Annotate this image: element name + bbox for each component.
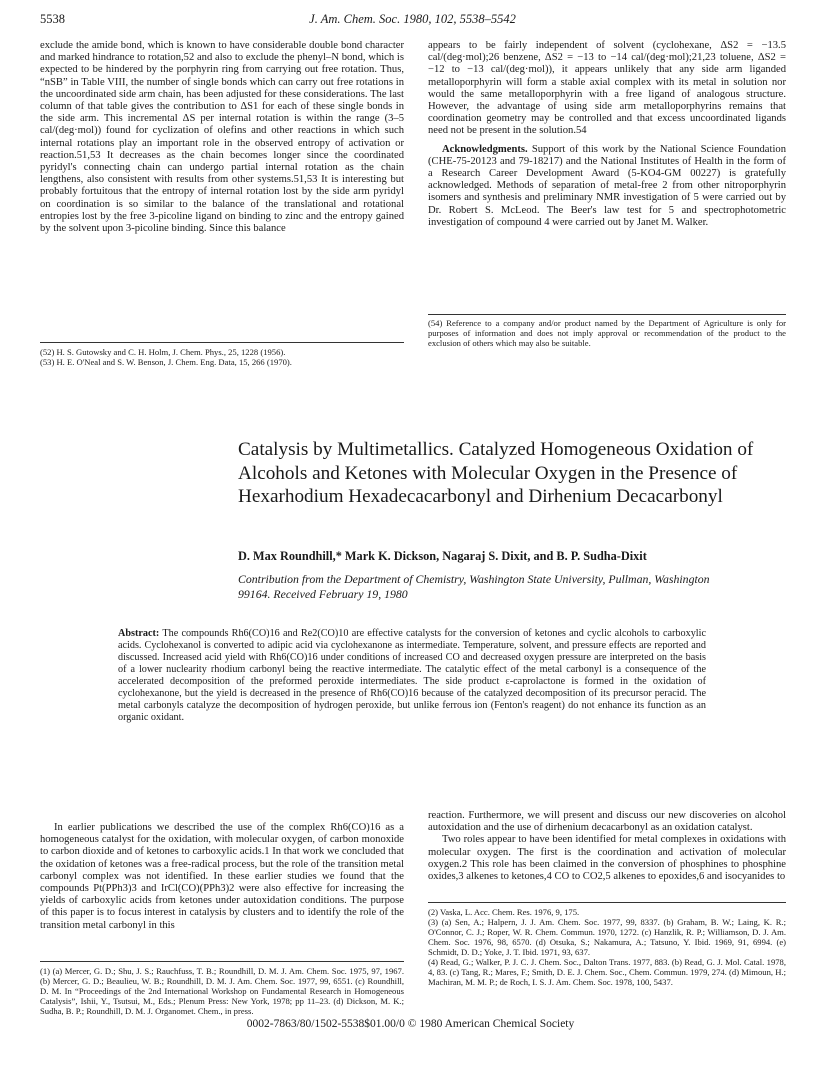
article-affiliation: Contribution from the Department of Chemistry, Washington State University, Pullman, Washington 99164. Received February 19, 1980 [238, 572, 710, 601]
body-paragraph: Two roles appear to have been identified for metal complexes in oxidations with molecular oxygen. The first is the coordination and activation of molecular oxygen.2 This role has been claimed in the conversion of phosphines to phosphine oxides,3 alkenes to ketones,4 CO to CO2,5 alkenes to epoxides,6 and isocyanides to [428, 834, 786, 883]
article-footnotes-left [40, 966, 404, 1016]
article-footnotes-right [428, 907, 786, 987]
footnote: (53) H. E. O'Neal and S. W. Benson, J. Chem. Eng. Data, 15, 266 (1970). [40, 357, 292, 367]
previous-article-footnotes-left [40, 347, 404, 367]
footnote-rule [40, 961, 404, 962]
acknowledgments-label: Acknowledgments. [442, 143, 528, 155]
page-header [40, 12, 785, 32]
previous-article-paragraph: exclude the amide bond, which is known to have considerable double bond character and marked hindrance to rotation,52 and also to exclude the phenyl–N bond, which is expected to be hindered by the porphyrin ring from carrying out free rotation. Thus, “nSB” in Table VIII, the number of single bonds which can carry out free rotations in the uncoordinated side arm chain, has been adjusted for these considerations. The last column of that table gives the contribution to ΔS1 for each of these single bonds in the side arm. This incremental ΔS per internal rotation is within the range (3–5 cal/(deg·mol)) found for cyclization of olefins and other reactions in which such internal rotations play an important role in the observed entropy of activation or reaction.51,53 It decreases as the chain becomes longer since the coordinated pyridyl's connecting chain can undergo partial internal rotation as the chain lengthens, also consistent with results from other systems.51,53 It is interesting but probably fortuitous that the entropy of internal rotation lost by the side arm pyridyl on coordination is so similar to the balance of the translational and rotational entropies lost by the free 3-picoline ligand on binding to zinc and the entropy gained by the solvent upon 3-picoline binding. Since this balance [40, 40, 404, 235]
footnote: (3) (a) Sen, A.; Halpern, J. J. Am. Chem. Soc. 1977, 99, 8337. (b) Graham, B. W.; Laing, K. R.; O'Connor, C. J.; Roper, W. R. Chem. Commun. 1970, 1272. (c) Hanzlik, R. P.; Williamson, D. J. Am. Chem. Soc. 1976, 98, 6570. (d) Otsuka, S.; Nakamura, A.; Tatsuno, Y. Ibid. 1969, 91, 6994. (e) Schmidt, D. D.; Yoke, J. T. Ibid. 1971, 93, 637. [428, 917, 786, 957]
body-paragraph: In earlier publications we described the use of the complex Rh6(CO)16 as a homogeneous catalyst for the oxidation, with molecular oxygen, of carbon monoxide to carbon dioxide and of ketones to carboxylic acids.1 In that work we concluded that the oxidation of ketones was a free-radical process, but the role of the transition metal carbonyl complex was not identified. In these earlier studies we found that the compounds Pt(PPh3)3 and IrCl(CO)(PPh3)2 were also effective for increasing the yields of carboxylic acids from ketones under autoxidation conditions. The purpose of this paper is to focus interest in catalysis by clusters and to identify the role of the transition metal carbonyl in this [40, 822, 404, 931]
article-authors: D. Max Roundhill,* Mark K. Dickson, Nagaraj S. Dixit, and B. P. Sudha-Dixit [238, 549, 647, 563]
previous-article-footnotes-right [428, 318, 786, 348]
footnote: (2) Vaska, L. Acc. Chem. Res. 1976, 9, 175. [428, 907, 580, 917]
article-body-right-column [428, 810, 786, 883]
article-title: Catalysis by Multimetallics. Catalyzed Homogeneous Oxidation of Alcohols and Ketones with Molecular Oxygen in the Presence of Hexarhodium Hexadecacarbonyl and Dirhenium Decacarbonyl [238, 439, 754, 507]
footnote-rule [40, 342, 404, 343]
footnote: (52) H. S. Gutowsky and C. H. Holm, J. Chem. Phys., 25, 1228 (1956). [40, 347, 286, 357]
footnote-rule [428, 314, 786, 315]
footnote-rule [428, 902, 786, 903]
article-body-left-column [40, 822, 404, 932]
abstract-label: Abstract: [118, 628, 160, 639]
body-paragraph: reaction. Furthermore, we will present and discuss our new discoveries on alcohol autoxidation and the use of dirhenium decacarbonyl as an oxidation catalyst. [428, 810, 786, 834]
previous-article-paragraph: appears to be fairly independent of solvent (cyclohexane, ΔS2 = −13.5 cal/(deg·mol);26 benzene, ΔS2 = −13 to −14 cal/(deg·mol);21,23 toluene, ΔS2 = −12 to −13 cal/(deg·mol)), it appears unlikely that any side arm liganded metalloporphyrin will form a stable axial complex with its metal in solution nor would the same metalloporphyrin with a free ligand of analogous structure. However, the advantage of using side arm metalloporphyrins remains that coordination geometry may be controlled and that excess uncoordinated ligands need not be present in the solution.54 [428, 40, 786, 137]
footnote: (1) (a) Mercer, G. D.; Shu, J. S.; Rauchfuss, T. B.; Roundhill, D. M. J. Am. Chem. Soc. 1975, 97, 1967. (b) Mercer, G. D.; Beaulieu, W. B.; Roundhill, D. M. J. Am. Chem. Soc. 1977, 99, 6551. (c) Roundhill, D. M. In “Proceedings of the 2nd International Workshop on Fundamental Research in Homogeneous Catalysis”, Ishii, Y., Tsutsui, M., Eds.; Plenum Press: New York, 1978; pp 11–23. (d) Dickson, M. K.; Sudha, B. P.; Roundhill, D. M. J. Organomet. Chem., in press. [40, 966, 404, 1016]
page-number: 5538 [40, 12, 65, 26]
footnote: (4) Read, G.; Walker, P. J. C. J. Chem. Soc., Dalton Trans. 1977, 883. (b) Read, G. J. Mol. Catal. 1978, 4, 83. (c) Tang, R.; Mares, F.; Smith, D. E. J. Chem. Soc., Chem. Commun. 1979, 274. (d) Mimoun, H.; Machiran, M. M. P.; de Roch, I. S. J. Am. Chem. Soc. 1978, 100, 5437. [428, 957, 786, 987]
journal-reference: J. Am. Chem. Soc. 1980, 102, 5538–5542 [309, 12, 516, 26]
abstract-text: The compounds Rh6(CO)16 and Re2(CO)10 are effective catalysts for the conversion of ketones and cyclic alcohols to carboxylic acids. Cyclohexanol is converted to adipic acid via cyclohexanone as intermediate. Temperature, solvent, and pressure effects are reported and discussed. Increased acid yield with Rh6(CO)16 under conditions of increased CO and decreased oxygen pressure are interpreted on the basis of a lower nuclearity rhodium carbonyl being the reactive intermediate. The catalytic effect of the metal carbonyl is a consequence of the accelerated decomposition of the preformed peroxide intermediates. The side product ε-caprolactone is formed in the oxidation of cyclohexanone, but the yield is decreased in the presence of Rh6(CO)16 because of the catalyzed decomposition of its precursor peracid. The metal carbonyls catalyze the decomposition of hydrogen peroxide, but unlike ferrous ion (Fenton's reagent) do not enhance its function as an organic oxidant. [118, 628, 706, 723]
previous-article-left-column [40, 40, 404, 235]
page-footer: 0002-7863/80/1502-5538$01.00/0 © 1980 American Chemical Society [246, 1018, 575, 1030]
footnote: (54) Reference to a company and/or product named by the Department of Agriculture is only for purposes of information and does not imply approval or recommendation of the product to the exclusion of others which may also be suitable. [428, 318, 786, 348]
previous-article-right-column [428, 40, 786, 229]
acknowledgments-text: Support of this work by the National Science Foundation (CHE-75-20123 and 79-18217) and the National Institutes of Health in the form of a Research Career Development Award (5-KO4-GM 00227) is gratefully acknowledged. Methods of separation of metal-free 2 from other nitroporphyrin isomers and synthesis and preliminary NMR investigation of 5 were carried out by Dr. Robert S. McLeod. The Beer's law test for 5 and spectrophotometric investigation of compound 4 were carried out by Janet M. Walker. [428, 143, 786, 228]
article-abstract [118, 628, 706, 724]
acknowledgments-paragraph [428, 144, 786, 229]
